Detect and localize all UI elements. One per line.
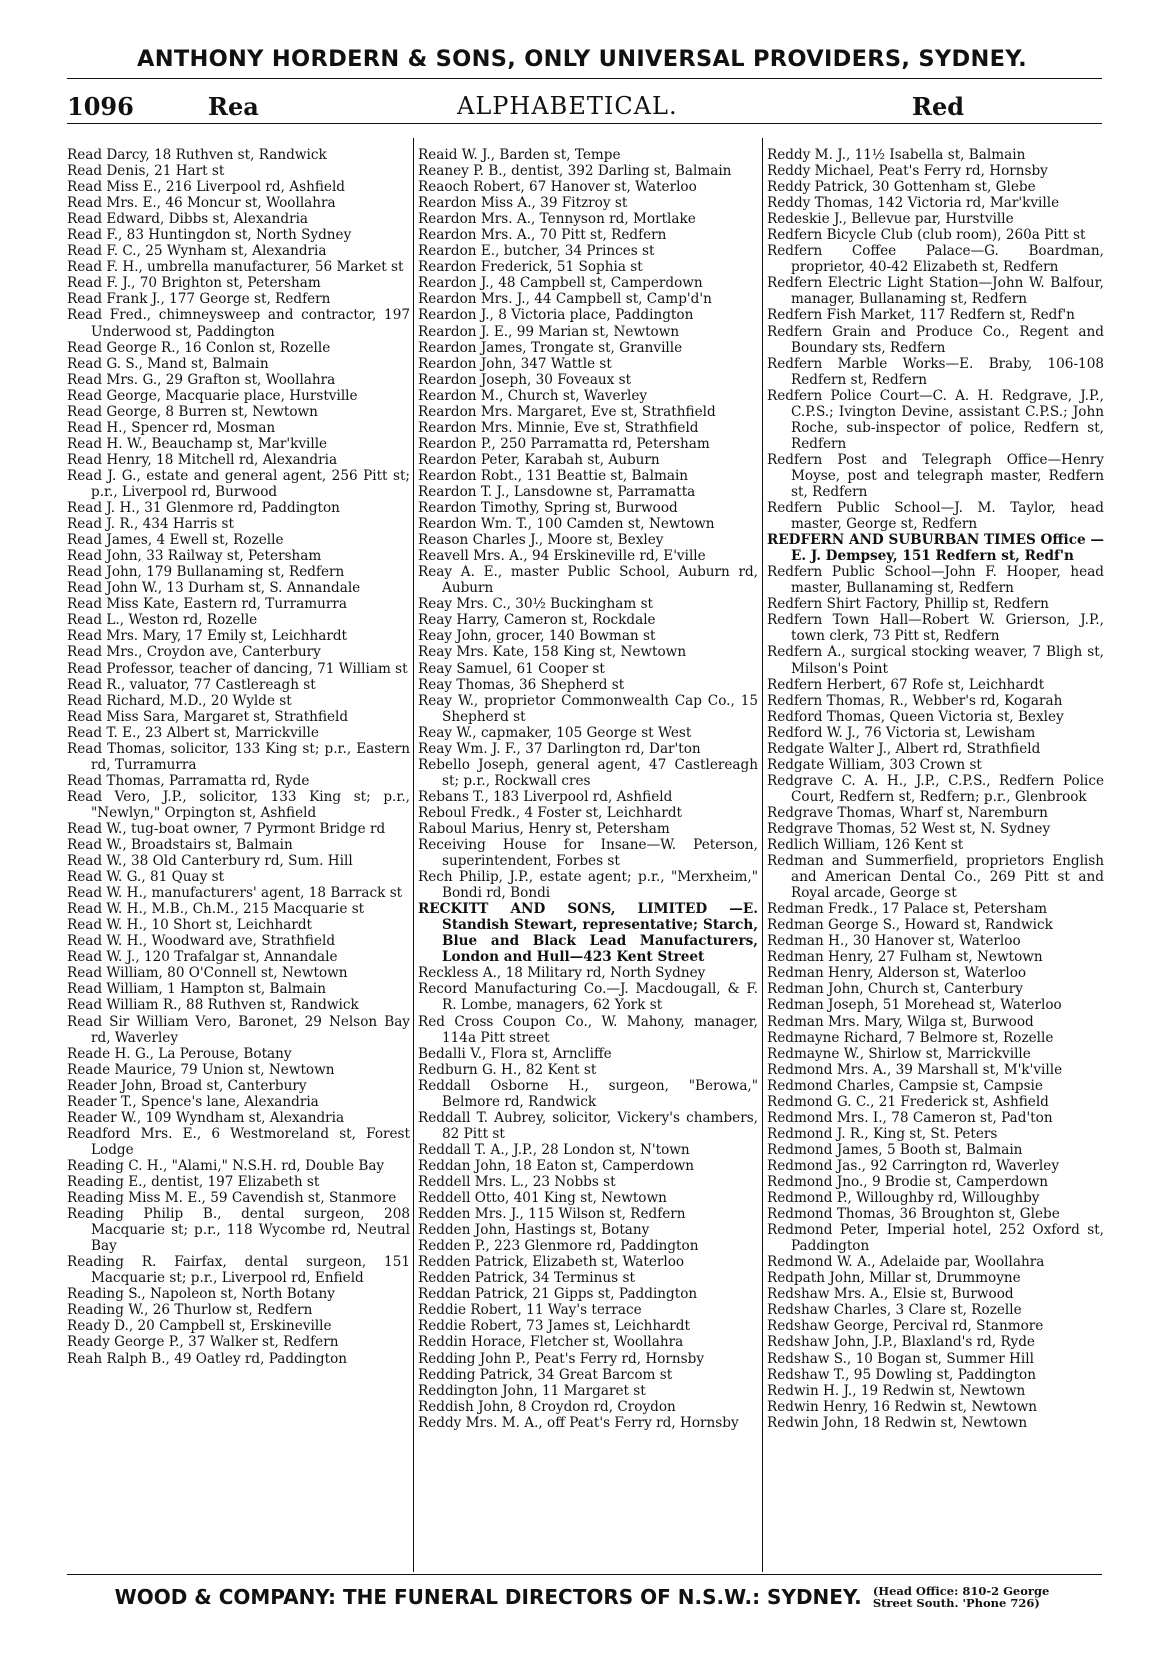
directory-entry: Record Manufacturing Co.—J. Macdougall, & F. R. Lombe, managers, 62 York st: [418, 981, 758, 1014]
banner-advertisement: ANTHONY HORDERN & SONS, ONLY UNIVERSAL PROVIDERS, SYDNEY.: [137, 46, 1027, 72]
directory-entry: Read Professor, teacher of dancing, 71 William st: [67, 660, 408, 677]
directory-entry: Redman John, Church st, Canterbury: [767, 981, 1023, 998]
directory-entry: Read Fred., chimneysweep and contractor, 197 Underwood st, Paddington: [67, 307, 410, 340]
directory-entry: Redman Joseph, 51 Morehead st, Waterloo: [767, 997, 1062, 1014]
range-end: Red: [912, 92, 964, 121]
directory-entry: Reardon Peter, Karabah st, Auburn: [418, 451, 660, 468]
directory-entry: Ready D., 20 Campbell st, Erskineville: [67, 1318, 332, 1335]
page-number: 1096: [67, 92, 134, 121]
directory-entry: Reardon Mrs. J., 44 Campbell st, Camp'd'n: [418, 291, 712, 308]
directory-entry: Read F., 83 Huntingdon st, North Sydney: [67, 227, 352, 244]
directory-entry: Redfern Thomas, R., Webber's rd, Kogarah: [767, 692, 1063, 709]
directory-entry: Raboul Marius, Henry st, Petersham: [418, 820, 670, 837]
directory-entry: Read Sir William Vero, Baronet, 29 Nelson Bay rd, Waverley: [67, 1013, 410, 1046]
directory-entry: Read W., Broadstairs st, Balmain: [67, 837, 293, 854]
directory-entry: Reade H. G., La Perouse, Botany: [67, 1045, 292, 1062]
footer-rule: [67, 1574, 1102, 1575]
directory-entry: Read J. G., estate and general agent, 256 Pitt st; p.r., Liverpool rd, Burwood: [67, 467, 410, 500]
directory-entry: Redden John, Hastings st, Botany: [418, 1222, 650, 1239]
directory-entry: Reardon John, 347 Wattle st: [418, 355, 612, 372]
directory-entry: Reardon J. E., 99 Marian st, Newtown: [418, 323, 680, 340]
directory-entry: Redmond Thomas, 36 Broughton st, Glebe: [767, 1206, 1060, 1223]
directory-entry: Reddie Robert, 11 Way's terrace: [418, 1302, 642, 1319]
directory-entry: Read Miss Sara, Margaret st, Strathfield: [67, 708, 349, 725]
directory-entry: Reardon M., Church st, Waverley: [418, 387, 648, 404]
directory-entry: Reddie Robert, 73 James st, Leichhardt: [418, 1318, 690, 1335]
directory-entry: Redman Henry, 27 Fulham st, Newtown: [767, 949, 1043, 966]
directory-entry: Redmond Mrs. I., 78 Cameron st, Pad'ton: [767, 1109, 1053, 1126]
directory-entry: Reader T., Spence's lane, Alexandria: [67, 1093, 319, 1110]
directory-entry: Redmond Jas., 92 Carrington rd, Waverley: [767, 1157, 1060, 1174]
directory-entry: Reardon J., 48 Campbell st, Camperdown: [418, 275, 703, 292]
header-rule: [67, 123, 1102, 124]
directory-entry: Read L., Weston rd, Rozelle: [67, 612, 258, 629]
directory-entry: Reddall Osborne H., surgeon, "Berowa," Belmore rd, Randwick: [418, 1077, 758, 1110]
directory-entry: Redmond Jno., 9 Brodie st, Camperdown: [767, 1174, 1049, 1190]
directory-entry: Read Edward, Dibbs st, Alexandria: [67, 211, 309, 228]
column-divider-2: [762, 138, 763, 1572]
directory-entry: Read F. H., umbrella manufacturer, 56 Market st: [67, 259, 404, 276]
directory-entry: Reaney P. B., dentist, 392 Darling st, Balmain: [418, 163, 732, 180]
directory-entry: Redshaw T., 95 Dowling st, Paddington: [767, 1366, 1036, 1383]
directory-entry: Read W. G., 81 Quay st: [67, 869, 225, 886]
directory-entry: Reddy Thomas, 142 Victoria rd, Mar'kville: [767, 195, 1060, 212]
directory-entry: Redmond P., Willoughby rd, Willoughby: [767, 1190, 1040, 1207]
directory-entry: Read Frank J., 177 George st, Redfern: [67, 291, 331, 308]
directory-column-1: [67, 147, 410, 1567]
directory-entry: Reddall T. Aubrey, solicitor, Vickery's chambers, 82 Pitt st: [418, 1109, 758, 1142]
directory-entry: Read John, 179 Bullanaming st, Redfern: [67, 564, 345, 581]
directory-entry: Redpath John, Millar st, Drummoyne: [767, 1270, 1021, 1287]
directory-entry: Red Cross Coupon Co., W. Mahony, manager, 114a Pitt street: [418, 1013, 758, 1046]
directory-entry: Read James, 4 Ewell st, Rozelle: [67, 532, 284, 549]
column-divider-1: [413, 138, 414, 1572]
directory-entry: Redmond W. A., Adelaide par, Woollahra: [767, 1254, 1045, 1271]
directory-entry: Reading E., dentist, 197 Elizabeth st: [67, 1174, 320, 1190]
directory-entry: Reay Mrs. Kate, 158 King st, Newtown: [418, 644, 687, 661]
directory-entry: Redfern Herbert, 67 Rofe st, Leichhardt: [767, 676, 1045, 693]
directory-entry: Reay Harry, Cameron st, Rockdale: [418, 612, 656, 629]
directory-entry: Redfern Shirt Factory, Phillip st, Redfern: [767, 596, 1049, 613]
directory-entry: Read George, 8 Burren st, Newtown: [67, 403, 318, 420]
footer-note-line1: (Head Office: 810-2 George: [872, 1584, 1050, 1598]
directory-entry: Reardon James, Trongate st, Granville: [418, 339, 683, 356]
directory-entry: Redgrave Thomas, 52 West st, N. Sydney: [767, 820, 1051, 837]
directory-entry: Reay Thomas, 36 Shepherd st: [418, 676, 625, 693]
directory-entry: Reay Samuel, 61 Cooper st: [418, 660, 605, 677]
directory-entry: Reardon Wm. T., 100 Camden st, Newtown: [418, 516, 715, 533]
directory-column-3: [767, 147, 1104, 1567]
directory-entry: Redgrave Thomas, Wharf st, Naremburn: [767, 804, 1048, 821]
directory-entry: RECKITT AND SONS, LIMITED —E. Standish Stewart, representative; Starch, Blue and Black Lead Manufacturers, London and Hull—423 Kent Street: [418, 901, 758, 966]
directory-entry: Reddy Patrick, 30 Gottenham st, Glebe: [767, 179, 1036, 196]
footer-text: WOOD & COMPANY: THE FUNERAL DIRECTORS OF N.S.W.: SYDNEY.: [114, 1585, 862, 1609]
directory-entry: Redmayne W., Shirlow st, Marrickville: [767, 1045, 1031, 1062]
directory-entry: Reddington John, 11 Margaret st: [418, 1382, 646, 1399]
directory-column-2: [418, 147, 758, 1567]
directory-entry: Read F. J., 70 Brighton st, Petersham: [67, 275, 321, 292]
page-header: [67, 92, 1102, 120]
directory-entry: Redwin John, 18 Redwin st, Newtown: [767, 1414, 1028, 1431]
directory-entry: Redlich William, 126 Kent st: [767, 837, 964, 854]
directory-entry: Reddan John, 18 Eaton st, Camperdown: [418, 1157, 695, 1174]
directory-entry: Redfern Grain and Produce Co., Regent and Boundary sts, Redfern: [767, 323, 1104, 356]
directory-entry: Reading Miss M. E., 59 Cavendish st, Stanmore: [67, 1190, 397, 1207]
directory-entry: Reddell Mrs. L., 23 Nobbs st: [418, 1174, 616, 1190]
directory-entry: Bedalli V., Flora st, Arncliffe: [418, 1045, 612, 1062]
directory-entry: Reay John, grocer, 140 Bowman st: [418, 628, 656, 645]
directory-entry: Redman H., 30 Hanover st, Waterloo: [767, 933, 1021, 950]
directory-entry: Read Miss E., 216 Liverpool rd, Ashfield: [67, 179, 345, 196]
directory-entry: Rech Philip, J.P., estate agent; p.r., "Merxheim," Bondi rd, Bondi: [418, 869, 758, 902]
directory-entry: Read G. S., Mand st, Balmain: [67, 355, 269, 372]
directory-entry: Redfern Coffee Palace—G. Boardman, proprietor, 40-42 Elizabeth st, Redfern: [767, 243, 1104, 276]
directory-entry: Read William R., 88 Ruthven st, Randwick: [67, 997, 359, 1014]
directory-entry: Redfern Public School—John F. Hooper, head master, Bullanaming st, Redfern: [767, 564, 1104, 597]
top-rule: [67, 78, 1102, 79]
directory-entry: Redmond James, 5 Booth st, Balmain: [767, 1141, 1023, 1158]
directory-entry: Reah Ralph B., 49 Oatley rd, Paddington: [67, 1350, 348, 1367]
directory-entry: Reason Charles J., Moore st, Bexley: [418, 532, 664, 549]
directory-entry: Receiving House for Insane—W. Peterson, superintendent, Forbes st: [418, 837, 758, 870]
directory-entry: Redman George S., Howard st, Randwick: [767, 917, 1053, 934]
directory-entry: Read Thomas, solicitor, 133 King st; p.r., Eastern rd, Turramurra: [67, 740, 410, 773]
directory-entry: Read W. H., manufacturers' agent, 18 Barrack st: [67, 885, 403, 902]
directory-entry: Redden P., 223 Glenmore rd, Paddington: [418, 1238, 699, 1255]
directory-entry: Read George, Macquarie place, Hurstville: [67, 387, 358, 404]
directory-entry: Redfern Town Hall—Robert W. Grierson, J.P., town clerk, 73 Pitt st, Redfern: [767, 612, 1104, 645]
directory-entry: Redburn G. H., 82 Kent st: [418, 1061, 597, 1078]
directory-entry: Redden Patrick, 34 Terminus st: [418, 1270, 635, 1287]
directory-entry: Reardon E., butcher, 34 Princes st: [418, 243, 655, 260]
directory-entry: Redfern A., surgical stocking weaver, 7 Bligh st, Milson's Point: [767, 644, 1104, 677]
directory-entry: Redshaw S., 10 Bogan st, Summer Hill: [767, 1350, 1034, 1367]
directory-entry: Reardon J., 8 Victoria place, Paddington: [418, 307, 694, 324]
directory-entry: Redshaw George, Percival rd, Stanmore: [767, 1318, 1044, 1335]
directory-entry: Redgrave C. A. H., J.P., C.P.S., Redfern Police Court, Redfern st, Redfern; p.r., Glenbrook: [767, 772, 1104, 805]
directory-entry: Read Vero, J.P., solicitor, 133 King st; p.r., "Newlyn," Orpington st, Ashfield: [67, 788, 410, 821]
directory-entry: Redman Mrs. Mary, Wilga st, Burwood: [767, 1013, 1034, 1030]
directory-entry: Redfern Police Court—C. A. H. Redgrave, J.P., C.P.S.; Ivington Devine, assistant C.P.S.; John Roche, sub-inspector of police, Redfern st, Redfern: [767, 387, 1104, 452]
directory-entry: Redwin Henry, 16 Redwin st, Newtown: [767, 1398, 1038, 1415]
directory-entry: Redmond Mrs. A., 39 Marshall st, M'k'ville: [767, 1061, 1063, 1078]
directory-entry: Read Mrs. G., 29 Grafton st, Woollahra: [67, 371, 336, 388]
directory-entry: Reardon Robt., 131 Beattie st, Balmain: [418, 467, 689, 484]
directory-entry: Reardon Mrs. Minnie, Eve st, Strathfield: [418, 419, 699, 436]
footer-note-line2: Street South. 'Phone 726): [872, 1596, 1040, 1610]
directory-entry: Reardon Miss A., 39 Fitzroy st: [418, 195, 628, 212]
directory-entry: Reardon Mrs. A., 70 Pitt st, Redfern: [418, 227, 667, 244]
directory-entry: Reay A. E., master Public School, Auburn rd, Auburn: [418, 564, 758, 597]
directory-entry: Read John W., 13 Durham st, S. Annandale: [67, 580, 361, 597]
directory-entry: Reaoch Robert, 67 Hanover st, Waterloo: [418, 179, 697, 196]
range-start: Rea: [208, 92, 259, 121]
directory-entry: Read H., Spencer rd, Mosman: [67, 419, 276, 436]
directory-entry: Redfern Public School—J. M. Taylor, head master, George st, Redfern: [767, 500, 1104, 533]
directory-entry: Redding Patrick, 34 Great Barcom st: [418, 1366, 673, 1383]
directory-entry: Read Mrs. E., 46 Moncur st, Woollahra: [67, 195, 336, 212]
directory-entry: REDFERN AND SUBURBAN TIMES Office —E. J. Dempsey, 151 Redfern st, Redf'n: [767, 532, 1104, 565]
directory-entry: Reddell Otto, 401 King st, Newtown: [418, 1190, 667, 1207]
directory-entry: Rebello Joseph, general agent, 47 Castlereagh st; p.r., Rockwall cres: [418, 756, 758, 789]
directory-entry: Redmond G. C., 21 Frederick st, Ashfield: [767, 1093, 1049, 1110]
directory-entry: Read W. H., Woodward ave, Strathfield: [67, 933, 336, 950]
directory-entry: Reddin Horace, Fletcher st, Woollahra: [418, 1334, 684, 1351]
directory-entry: Redmond Peter, Imperial hotel, 252 Oxford st, Paddington: [767, 1222, 1104, 1255]
directory-entry: Reardon Mrs. A., Tennyson rd, Mortlake: [418, 211, 696, 228]
directory-entry: Reddish John, 8 Croydon rd, Croydon: [418, 1398, 676, 1415]
directory-entry: Read Miss Kate, Eastern rd, Turramurra: [67, 596, 347, 613]
directory-entry: Reddy Mrs. M. A., off Peat's Ferry rd, Hornsby: [418, 1414, 739, 1431]
directory-entry: Read Denis, 21 Hart st: [67, 163, 225, 180]
directory-entry: Read J. H., 31 Glenmore rd, Paddington: [67, 500, 340, 517]
directory-entry: Read J. R., 434 Harris st: [67, 516, 234, 533]
directory-entry: Reardon Frederick, 51 Sophia st: [418, 259, 643, 276]
directory-entry: Read George R., 16 Conlon st, Rozelle: [67, 339, 331, 356]
directory-entry: Redford Thomas, Queen Victoria st, Bexley: [767, 708, 1064, 725]
directory-entry: Read H. W., Beauchamp st, Mar'kville: [67, 435, 328, 452]
directory-entry: Read Mrs., Croydon ave, Canterbury: [67, 644, 321, 661]
directory-entry: Reay Mrs. C., 30½ Buckingham st: [418, 596, 654, 613]
directory-entry: Read T. E., 23 Albert st, Marrickville: [67, 724, 319, 741]
footer-advertisement: [0, 1585, 1164, 1609]
directory-entry: Reading W., 26 Thurlow st, Redfern: [67, 1302, 313, 1319]
directory-entry: Reader John, Broad st, Canterbury: [67, 1077, 307, 1094]
directory-entry: Redman and Summerfield, proprietors English and American Dental Co., 269 Pitt st and Royal arcade, George st: [767, 853, 1104, 902]
directory-entry: Redfern Bicycle Club (club room), 260a Pitt st: [767, 227, 1086, 244]
directory-entry: Reddan Patrick, 21 Gipps st, Paddington: [418, 1286, 698, 1303]
directory-entry: Read W. H., M.B., Ch.M., 215 Macquarie st: [67, 901, 365, 918]
directory-entry: Reay Wm. J. F., 37 Darlington rd, Dar'ton: [418, 740, 701, 757]
directory-entry: Reaid W. J., Barden st, Tempe: [418, 147, 621, 163]
directory-entry: Reardon P., 250 Parramatta rd, Petersham: [418, 435, 710, 452]
directory-entry: Reader W., 109 Wyndham st, Alexandria: [67, 1109, 345, 1126]
directory-entry: Reardon Joseph, 30 Foveaux st: [418, 371, 632, 388]
directory-entry: Read F. C., 25 Wynham st, Alexandria: [67, 243, 327, 260]
directory-entry: Redfern Post and Telegraph Office—Henry Moyse, post and telegraph master, Redfern st, Redfern: [767, 451, 1104, 500]
directory-entry: Redmond J. R., King st, St. Peters: [767, 1125, 998, 1142]
directory-entry: Readford Mrs. E., 6 Westmoreland st, Forest Lodge: [67, 1125, 410, 1158]
directory-entry: Reading R. Fairfax, dental surgeon, 151 Macquarie st; p.r., Liverpool rd, Enfield: [67, 1254, 410, 1287]
footer-note: [873, 1585, 1050, 1609]
directory-entry: Redfern Fish Market, 117 Redfern st, Redf'n: [767, 307, 1075, 324]
directory-entry: Read W., tug-boat owner, 7 Pyrmont Bridge rd: [67, 820, 386, 837]
directory-entry: Read W. H., 10 Short st, Leichhardt: [67, 917, 313, 934]
directory-entry: Reading C. H., "Alami," N.S.H. rd, Double Bay: [67, 1157, 385, 1174]
directory-entry: Redshaw John, J.P., Blaxland's rd, Ryde: [767, 1334, 1035, 1351]
directory-entry: Read John, 33 Railway st, Petersham: [67, 548, 322, 565]
directory-entry: Reardon Timothy, Spring st, Burwood: [418, 500, 678, 517]
directory-entry: Read Mrs. Mary, 17 Emily st, Leichhardt: [67, 628, 347, 645]
directory-entry: Reay W., capmaker, 105 George st West: [418, 724, 692, 741]
directory-entry: Read W. J., 120 Trafalgar st, Annandale: [67, 949, 338, 966]
directory-entry: Redgate William, 303 Crown st: [767, 756, 982, 773]
directory-entry: Redmayne Richard, 7 Belmore st, Rozelle: [767, 1029, 1054, 1046]
directory-entry: Rebans T., 183 Liverpool rd, Ashfield: [418, 788, 673, 805]
directory-entry: Reay W., proprietor Commonwealth Cap Co., 15 Shepherd st: [418, 692, 758, 725]
directory-entry: Read William, 80 O'Connell st, Newtown: [67, 965, 348, 982]
directory-entry: Redgate Walter J., Albert rd, Strathfield: [767, 740, 1041, 757]
directory-entry: Reddy Michael, Peat's Ferry rd, Hornsby: [767, 163, 1048, 180]
directory-entry: Read Darcy, 18 Ruthven st, Randwick: [67, 147, 327, 163]
directory-entry: Redman Henry, Alderson st, Waterloo: [767, 965, 1027, 982]
directory-entry: Redman Fredk., 17 Palace st, Petersham: [767, 901, 1048, 918]
directory-entry: Reavell Mrs. A., 94 Erskineville rd, E'ville: [418, 548, 706, 565]
directory-entry: Read Richard, M.D., 20 Wylde st: [67, 692, 292, 709]
directory-entry: Redeskie J., Bellevue par, Hurstville: [767, 211, 1014, 228]
directory-entry: Redshaw Charles, 3 Clare st, Rozelle: [767, 1302, 1022, 1319]
directory-entry: Reddy M. J., 11½ Isabella st, Balmain: [767, 147, 1026, 163]
directory-entry: Redding John P., Peat's Ferry rd, Hornsby: [418, 1350, 705, 1367]
directory-entry: Read Thomas, Parramatta rd, Ryde: [67, 772, 310, 789]
directory-entry: Redfern Electric Light Station—John W. Balfour, manager, Bullanaming st, Redfern: [767, 275, 1104, 308]
directory-entry: Reardon Mrs. Margaret, Eve st, Strathfield: [418, 403, 716, 420]
directory-entry: Redfern Marble Works—E. Braby, 106-108 Redfern st, Redfern: [767, 355, 1104, 388]
directory-entry: Read William, 1 Hampton st, Balmain: [67, 981, 327, 998]
directory-entry: Reade Maurice, 79 Union st, Newtown: [67, 1061, 335, 1078]
directory-entry: Reboul Fredk., 4 Foster st, Leichhardt: [418, 804, 683, 821]
directory-entry: Read R., valuator, 77 Castlereagh st: [67, 676, 316, 693]
directory-entry: Reading S., Napoleon st, North Botany: [67, 1286, 335, 1303]
directory-entry: Reckless A., 18 Military rd, North Sydney: [418, 965, 706, 982]
directory-entry: Redshaw Mrs. A., Elsie st, Burwood: [767, 1286, 1014, 1303]
directory-entry: Reading Philip B., dental surgeon, 208 Macquarie st; p.r., 118 Wycombe rd, Neutral Bay: [67, 1206, 410, 1255]
directory-entry: Reddall T. A., J.P., 28 London st, N'town: [418, 1141, 690, 1158]
directory-entry: Read Henry, 18 Mitchell rd, Alexandria: [67, 451, 338, 468]
directory-entry: Ready George P., 37 Walker st, Redfern: [67, 1334, 339, 1351]
directory-entry: Redwin H. J., 19 Redwin st, Newtown: [767, 1382, 1026, 1399]
directory-entry: Read W., 38 Old Canterbury rd, Sum. Hill: [67, 853, 353, 870]
directory-entry: Redford W. J., 76 Victoria st, Lewisham: [767, 724, 1036, 741]
section-title: ALPHABETICAL.: [457, 92, 678, 120]
directory-entry: Redden Patrick, Elizabeth st, Waterloo: [418, 1254, 685, 1271]
directory-entry: Reardon T. J., Lansdowne st, Parramatta: [418, 483, 696, 500]
directory-entry: Redden Mrs. J., 115 Wilson st, Redfern: [418, 1206, 686, 1223]
directory-entry: Redmond Charles, Campsie st, Campsie: [767, 1077, 1043, 1094]
